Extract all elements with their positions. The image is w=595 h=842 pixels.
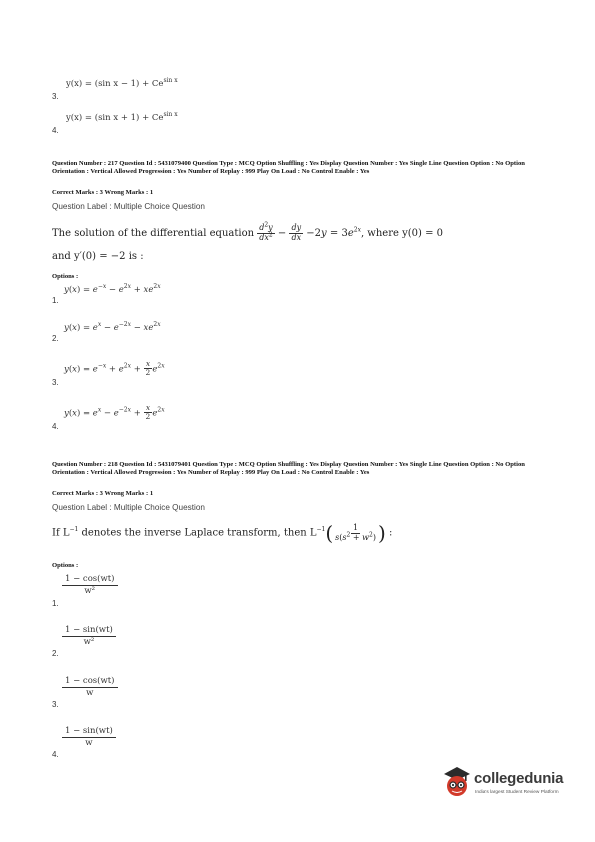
q218-option-4-number: 4. [52, 750, 59, 759]
logo-tagline: India's largest Student Review Platform [475, 790, 559, 795]
q218-option-1-formula: 1 − cos(wt) w² [62, 574, 118, 596]
q217-option-2-formula: $y(x) = e^x - e^{-2x} - xe^{2x}$ [64, 321, 161, 333]
q218-option-3-formula: 1 − cos(wt) w [62, 676, 118, 698]
q217-option-1-formula: $y(x) = e^{-x} - e^{2x} + xe^{2x}$ [64, 283, 161, 295]
q218-marks: Correct Marks : 3 Wrong Marks : 1 [52, 490, 154, 497]
q217-meta: Question Number : 217 Question Id : 5431079400 Question Type : MCQ Option Shuffling : Yes Display Question Number : Yes Single Line Question Option : No Option Orientation : Vertical Allowed Progression : Yes Number of Replay : 999 Play On Load : No Control Enable : Yes [52, 160, 525, 175]
q218-option-4-formula: 1 − sin(wt) w [62, 726, 116, 748]
q218-stem: If $L^{-1}$ denotes the inverse Laplace transform, then $L^{-1}$( $\frac{1}{s(s^2 + w^2)}$ ) : [52, 521, 393, 545]
q217-marks: Correct Marks : 3 Wrong Marks : 1 [52, 189, 154, 196]
q218-label: Question Label : Multiple Choice Question [52, 503, 205, 512]
q217-option-3-formula: $y(x) = e^{-x} + e^{2x}$ + $\frac{x}{2}$ $e^{2x}$ [64, 359, 165, 378]
q217-stem: The solution of the differential equation $\frac{d^2y}{dx^2}$ − $\frac{dy}{dx}$ $-2y = 3e^{2x}$, where y(0) = 0 [52, 221, 444, 242]
collegedunia-logo [440, 764, 580, 804]
prev-option-4-number: 4. [52, 126, 59, 135]
q217-option-1-number: 1. [52, 296, 59, 305]
q217-label: Question Label : Multiple Choice Question [52, 202, 205, 211]
q217-stem-line2: and y′(0) = −2 is : [52, 251, 144, 262]
prev-option-4-formula: y(x) = (sin $x + 1) + Ce^{sin x}$ [66, 111, 178, 123]
mascot-icon [440, 764, 474, 800]
q218-option-3-number: 3. [52, 700, 59, 709]
logo-name: collegedunia [474, 770, 564, 787]
q218-option-1-number: 1. [52, 599, 59, 608]
q217-option-3-number: 3. [52, 378, 59, 387]
q217-option-2-number: 2. [52, 334, 59, 343]
q217-options-label: Options : [52, 273, 79, 280]
q217-option-4-formula: $y(x) = e^x - e^{-2x}$ + $\frac{x}{2}$ $e^{2x}$ [64, 403, 165, 422]
prev-option-3-number: 3. [52, 92, 59, 101]
q218-meta: Question Number : 218 Question Id : 5431079401 Question Type : MCQ Option Shuffling : Yes Display Question Number : Yes Single Line Question Option : No Option Orientation : Vertical Allowed Progression : Yes Number of Replay : 999 Play On Load : No Control Enable : Yes [52, 461, 525, 476]
q218-options-label: Options : [52, 562, 79, 569]
prev-option-3-formula: y(x) = (sin $x - 1) + Ce^{sin x}$ [66, 77, 178, 89]
q217-option-4-number: 4. [52, 422, 59, 431]
q218-option-2-formula: 1 − sin(wt) w² [62, 625, 116, 647]
q218-option-2-number: 2. [52, 649, 59, 658]
